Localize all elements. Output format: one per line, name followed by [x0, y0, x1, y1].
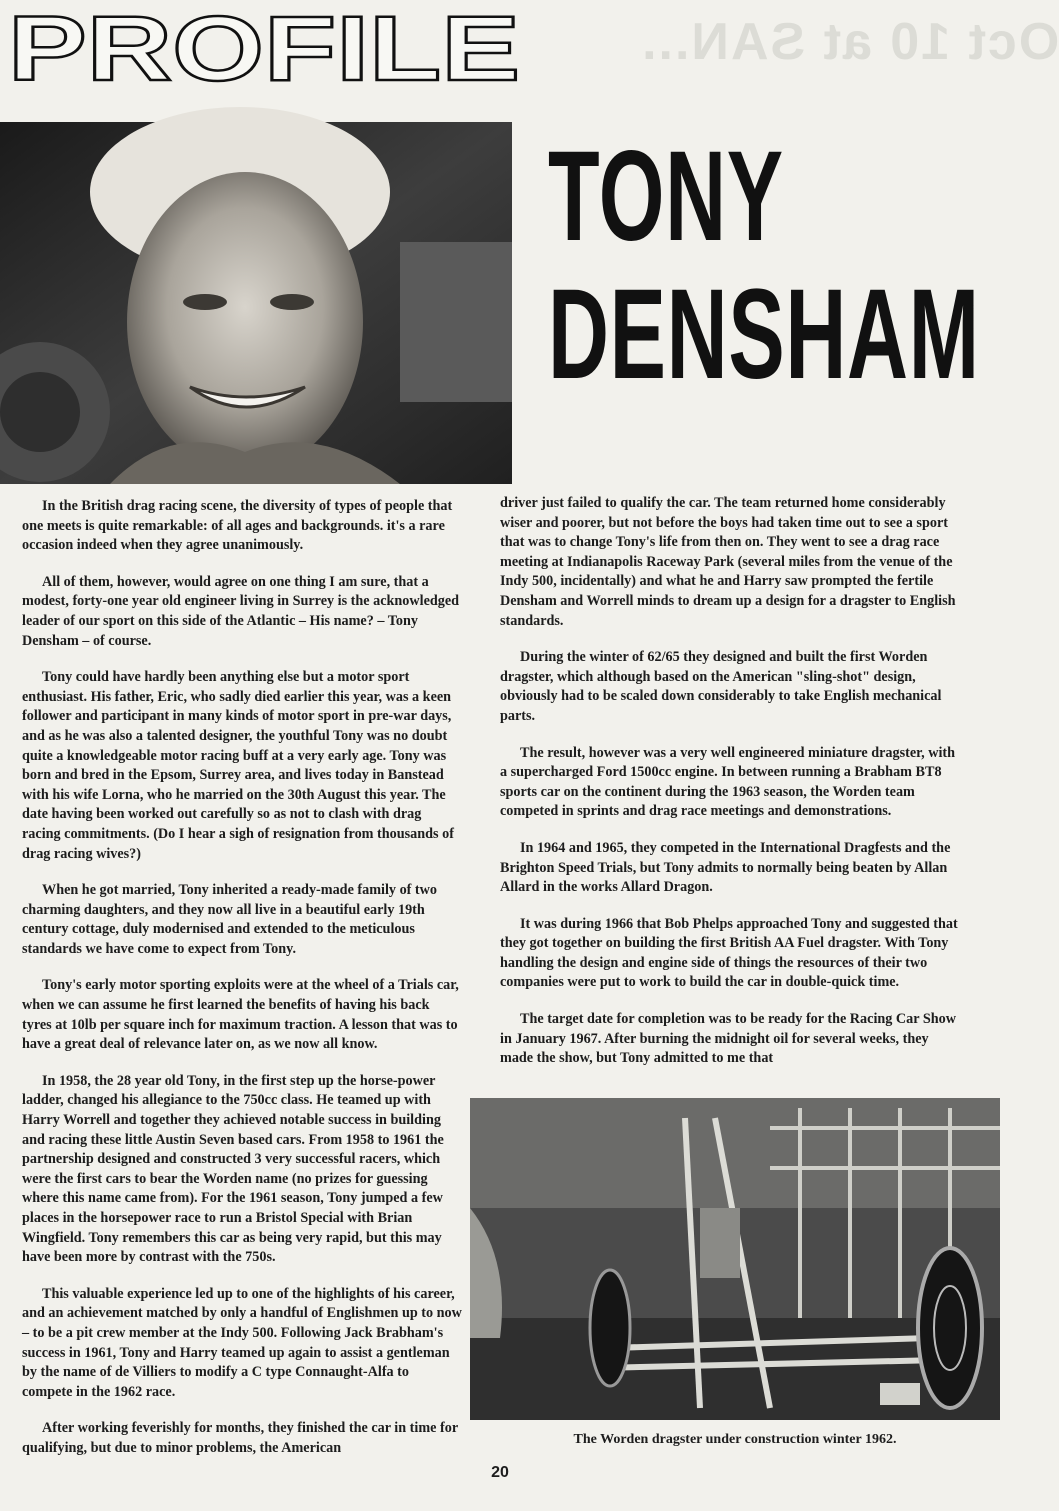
paragraph: It was during 1966 that Bob Phelps approached Tony and suggested that they got together on building the first British AA Fuel dragster. With Tony handling the design and engine side of things the resources of their two companies were put to work to build the car in double-quick time.	[500, 915, 958, 991]
paragraph: During the winter of 62/65 they designed and built the first Worden dragster, which although based on the American "sling-shot" design, obviously had to be scaled down considerably to take English mechanical parts.	[500, 649, 942, 724]
paragraph: In 1958, the 28 year old Tony, in the first step up the horse-power ladder, changed his allegiance to the 750cc class. He teamed up with Harry Worrell and together they achieved notable success in building and racing these little Austin Seven based cars. From 1958 to 1961 the partnership designed and constructed 3 very successful racers, which were the first cars to bear the Worden name (no prizes for guessing where this name came from). For the 1961 season, Tony jumped a few places in the horsepower race to run a Bristol Special with Brian Wingfield. Tony remembers this car as being very rapid, but this may have been more by contrast with the 750s.	[22, 1072, 444, 1266]
portrait-photo	[0, 122, 512, 484]
page-number: 20	[491, 1464, 509, 1481]
article-column-left	[22, 497, 462, 1476]
paragraph: This valuable experience led up to one of the highlights of his career, and an achievement matched by only a handful of Englishmen up to now – to be a pit crew member at the Indy 500. Following Jack Brabham's success in 1961, Tony and Harry teamed up again to assist a gentleman by the name of de Villiers to modify a C type Connaught-Alfa to compete in the 1962 race.	[22, 1285, 462, 1400]
paragraph: The target date for completion was to be ready for the Racing Car Show in January 1967. After burning the midnight oil for several weeks, they made the show, but Tony admitted to me that	[500, 1011, 956, 1067]
svg-text:PROFILE: PROFILE	[8, 0, 520, 100]
title-line-2: DENSHAM	[548, 263, 980, 406]
paragraph: driver just failed to qualify the car. The team returned home considerably wiser and poorer, but not before the boys had taken time out to see a sport that was to change Tony's life from then on. They went to see a drag race meeting at Indianapolis Raceway Park (several miles from the venue of the Indy 500, incidentally) and what he and Harry saw prompted the fertile Densham and Worrell minds to dream up a design for a dragster to English standards.	[500, 495, 956, 629]
paragraph: When he got married, Tony inherited a ready-made family of two charming daughters, and they now all live in a beautiful early 19th century cottage, duly modernised and extended to the meticulous standards we have come to expect from Tony.	[22, 882, 437, 957]
article-title	[548, 125, 980, 406]
paragraph: Tony's early motor sporting exploits were at the wheel of a Trials car, when we can assume he first learned the benefits of having his back tyres at 10lb per square inch for maximum traction. A lesson that was to have a great deal of relevance later on, as we now all know.	[22, 977, 459, 1053]
paragraph: All of them, however, would agree on one thing I am sure, that a modest, forty-one year old engineer living in Surrey is the acknowledged leader of our sport on this side of the Atlantic – His name? – Tony Densham – of course.	[22, 573, 460, 649]
title-line-1: TONY	[548, 125, 784, 268]
paragraph: Tony could have hardly been anything else but a motor sport enthusiast. His father, Eric, who sadly died earlier this year, was a keen follower and participant in many kinds of motor sport in pre-war days, and as he was also a talented designer, the youthful Tony was no doubt quite a knowledgeable motor racing buff at a very early age. Tony was born and bred in the Epsom, Surrey area, and lives today in Banstead with his wife Lorna, who he married on the 30th August this year. The date having been worked out carefully so as not to clash with drag racing commitments. (Do I hear a sigh of resignation from thousands of drag racing wives?)	[22, 669, 454, 862]
paragraph: After working feverishly for months, they finished the car in time for qualifying, but due to minor problems, the American	[22, 1420, 458, 1456]
paragraph: In 1964 and 1965, they competed in the International Dragfests and the Brighton Speed Trials, but Tony admits to normally being beaten by Allan Allard in the works Allard Dragon.	[500, 839, 951, 896]
dragster-photo	[470, 1098, 1000, 1420]
photo-caption: The Worden dragster under construction winter 1962.	[573, 1432, 897, 1447]
paragraph: The result, however was a very well engineered miniature dragster, with a supercharged Ford 1500cc engine. In between running a Brabham BT8 sports car on the continent during the 1963 season, the Worden team competed in sprints and drag race meetings and demonstrations.	[500, 744, 956, 820]
article-column-right	[500, 494, 958, 1086]
paragraph: In the British drag racing scene, the diversity of types of people that one meets is quite remarkable: of all ages and backgrounds. it's a rare occasion indeed when they agree unanimously.	[22, 498, 453, 554]
bleed-through-text: Oct 10 at SAN...	[640, 13, 1059, 71]
section-heading-profile	[6, 0, 522, 100]
